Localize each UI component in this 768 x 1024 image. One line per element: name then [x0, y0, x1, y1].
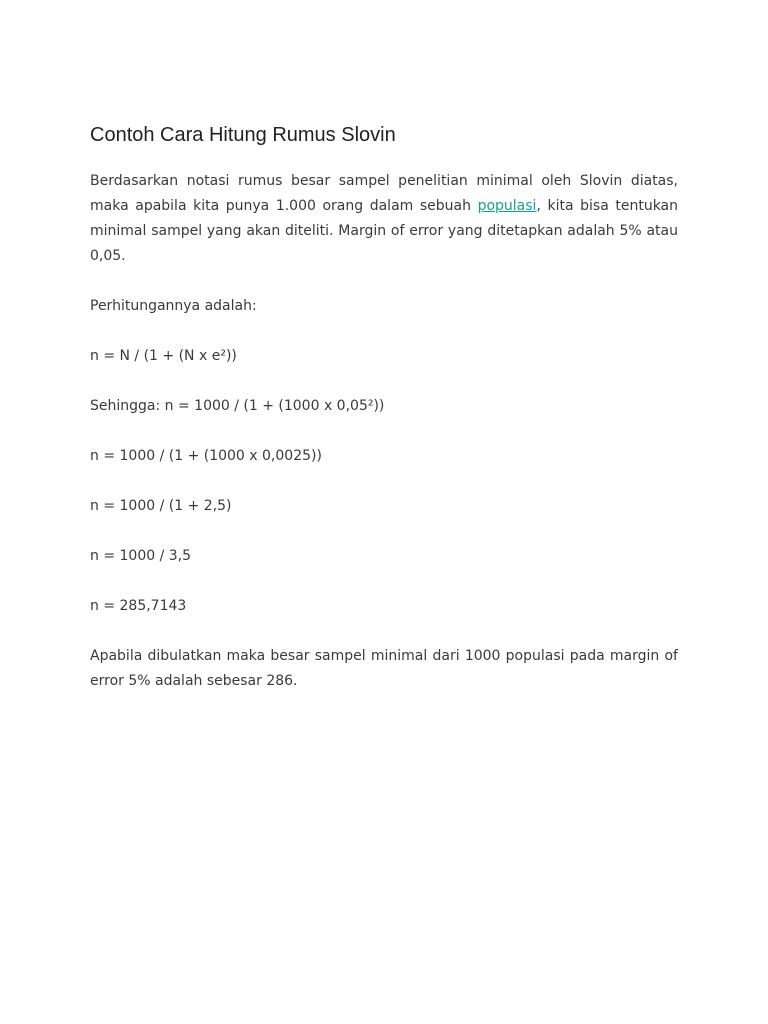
calculation-intro: Perhitungannya adalah: [90, 298, 257, 314]
formula-line: n = N / (1 + (N x e²)) [90, 348, 237, 364]
calc-result: n = 285,7143 [90, 598, 187, 614]
calc-step-2: n = 1000 / (1 + 2,5) [90, 498, 232, 514]
article-body [90, 121, 678, 719]
populasi-link[interactable]: populasi [477, 198, 537, 214]
substitution-line: Sehingga: n = 1000 / (1 + (1000 x 0,05²)) [90, 398, 385, 414]
calc-step-1: n = 1000 / (1 + (1000 x 0,0025)) [90, 448, 322, 464]
conclusion-paragraph: Apabila dibulatkan maka besar sampel minimal dari 1000 populasi pada margin of error 5% adalah sebesar 286. [90, 648, 678, 689]
intro-paragraph [90, 169, 678, 269]
article-title: Contoh Cara Hitung Rumus Slovin [90, 124, 396, 146]
intro-text-after-link: , kita bisa tentukan minimal sampel yang akan diteliti. Margin of error yang ditetapkan adalah 5% atau 0,05. [90, 198, 679, 264]
calc-step-3: n = 1000 / 3,5 [90, 548, 192, 564]
intro-text-before-link: Berdasarkan notasi rumus besar sampel penelitian minimal oleh Slovin diatas, maka apabila kita punya 1.000 orang dalam sebuah [90, 173, 678, 214]
